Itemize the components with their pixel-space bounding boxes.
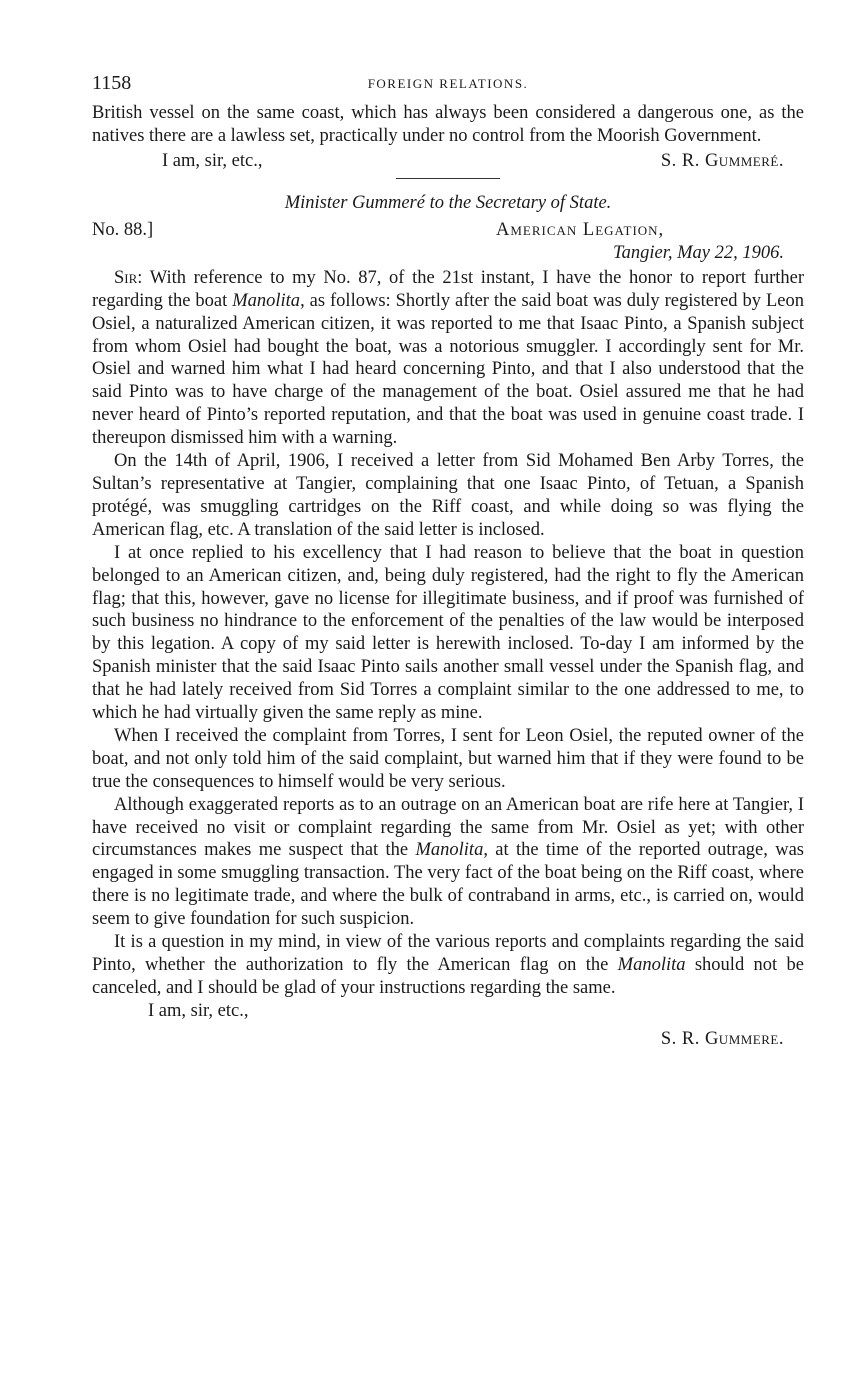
- salutation: Sir: [114, 267, 138, 288]
- previous-letter-closing-row: [92, 148, 804, 174]
- legation-name: American Legation,: [496, 219, 665, 240]
- letter-header: [92, 219, 804, 267]
- paragraph-2: On the 14th of April, 1906, I received a letter from Sid Mohamed Ben Arby Torres, the Sultan’s representative at Tangier, complaining that one Isaac Pinto, of Tetuan, a Spanish protégé, was smuggling cartridges on the Riff coast, and while doing so was flying the American flag, etc. A translation of the said letter is inclosed.: [92, 451, 804, 540]
- paragraph-1: Sir: With reference to my No. 87, of the 21st instant, I have the honor to report further regarding the boat Manolita, as follows: Shortly after the said boat was duly registered by Leon Osiel, a naturalized American citizen, it was reported to me that Isaac Pinto, a Spanish subject from whom Osiel had bought the boat, was a notorious smuggler. I accordingly sent for Mr. Osiel and warned him what I had heard concerning Pinto, and that I also understood that the said Pinto was to have charge of the management of the boat. Osiel assured me that he had never heard of Pinto’s reported reputation, and that the boat was used in genuine coast trade. I thereupon dismissed him with a warning.: [92, 267, 804, 449]
- boat-name: Manolita: [415, 840, 484, 861]
- journal-title: FOREIGN RELATIONS.: [367, 76, 529, 91]
- section-divider: [396, 178, 500, 179]
- letter-closing: I am, sir, etc.,: [148, 1000, 249, 1021]
- previous-letter-signature: S. R. Gummeré.: [660, 150, 784, 171]
- paragraph-4: When I received the complaint from Torres, I sent for Leon Osiel, the reputed owner of the boat, and not only told him of the said complaint, but warned him that if they were found to be true the consequences to himself would be very serious.: [92, 725, 804, 792]
- document-page: [92, 72, 804, 1050]
- page-number: 1158: [92, 72, 132, 94]
- paragraph-6: It is a question in my mind, in view of the various reports and complaints regarding the said Pinto, whether the authorization to fly the American flag on the Manolita should not be canceled, and I should be glad of your instructions regarding the same.: [92, 932, 804, 998]
- letter-number: No. 88.]: [92, 219, 154, 240]
- boat-name: Manolita: [232, 290, 301, 311]
- letter-heading: Minister Gummeré to the Secretary of State.: [284, 192, 612, 213]
- boat-name: Manolita: [617, 955, 686, 975]
- previous-letter-closing: I am, sir, etc.,: [162, 150, 263, 171]
- previous-letter-tail: British vessel on the same coast, which has always been considered a dangerous one, as the natives there are a lawless set, practically under no control from the Moorish Government.: [92, 103, 804, 146]
- paragraph-3: I at once replied to his excellency that I had reason to believe that the boat in question belonged to an American citizen, and, being duly registered, had the right to fly the American flag; that this, however, gave no license for illegitimate business, and if proof was furnished of such business no hindrance to the enforcement of the penalties of the law would be interposed by this legation. A copy of my said letter is herewith inclosed. To-day I am informed by the Spanish minister that the said Isaac Pinto sails another small vessel under the Spanish flag, and that he had lately received from Sid Torres a complaint similar to the one addressed to me, to which he had virtually given the same reply as mine.: [92, 542, 804, 724]
- letter-dateline: Tangier, May 22, 1906.: [613, 242, 784, 263]
- letter-signature: S. R. Gummere.: [660, 1028, 784, 1049]
- paragraph-5: Although exaggerated reports as to an outrage on an American boat are rife here at Tangier, I have received no visit or complaint regarding the same from Mr. Osiel as yet; with other circumstances makes me suspect that the Manolita, at the time of the reported outrage, was engaged in some smuggling transaction. The very fact of the boat being on the Riff coast, where there is no legitimate trade, and where the bulk of contraband in arms, etc., is carried on, would seem to give foundation for such suspicion.: [92, 794, 804, 930]
- running-head: [92, 72, 804, 102]
